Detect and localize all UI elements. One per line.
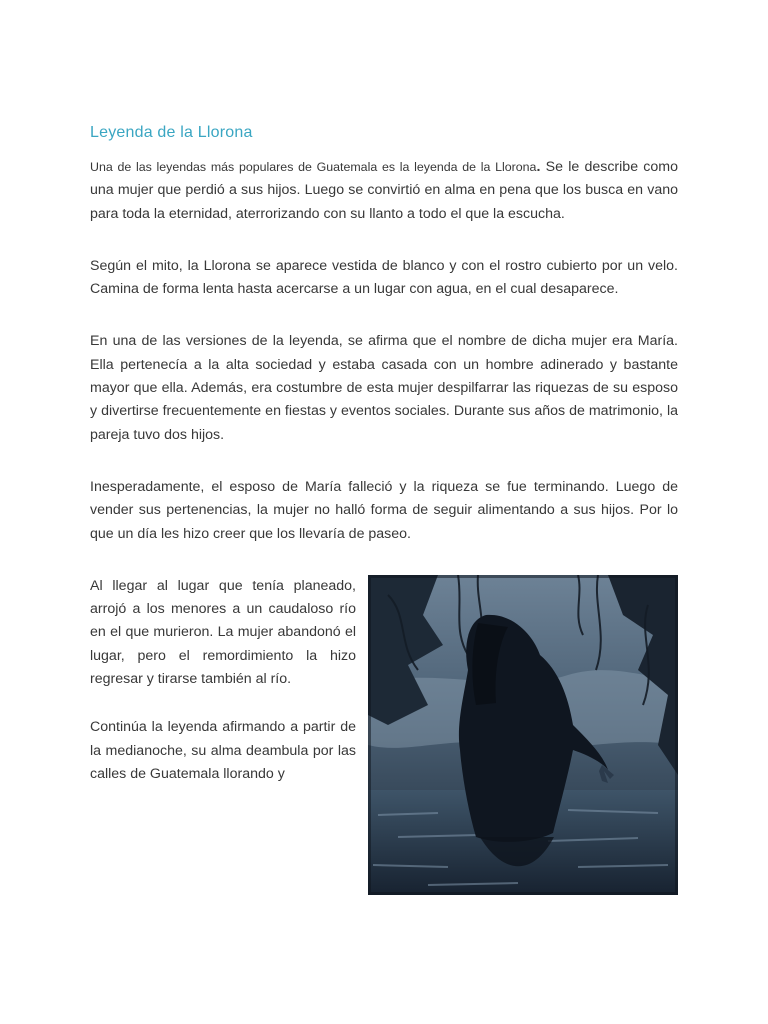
side-text-column [90,575,356,786]
document-page [90,124,678,811]
intro-lead: Una de las leyendas más populares de Guatemala es la leyenda de la Llorona [90,160,537,174]
llorona-illustration [368,575,678,895]
paragraph-husband-death: Inesperadamente, el esposo de María falleció y la riqueza se fue terminando. Luego de vender sus pertenencias, la mujer no halló forma de seguir alimentando a sus hijos. Por lo que un día les hizo creer que los llevaría de paseo. [90,478,678,542]
paragraph-midnight: Continúa la leyenda afirmando a partir de la medianoche, su alma deambula por las calles de Guatemala llorando y [90,719,356,782]
document-title: Leyenda de la Llorona [90,124,253,141]
llorona-image [368,575,678,895]
text-image-section [90,575,678,786]
intro-continuation: Se le describe como una mujer que perdió a sus hijos. Luego se convirtió en alma en pena que los busca en vano para toda la eternidad, aterrorizando con su llanto a todo el que la escucha. [90,159,679,222]
intro-paragraph [90,156,678,226]
intro-period: . [536,159,541,175]
paragraph-maria: En una de las versiones de la leyenda, se afirma que el nombre de dicha mujer era María. Ella pertenecía a la alta sociedad y estaba casada con un hombre adinerado y bastante mayor que ella. Además, era costumbre de esta mujer despilfarrar las riquezas de su esposo y divertirse frecuentemente en fiestas y eventos sociales. Durante sus años de matrimonio, la pareja tuvo dos hijos. [90,333,678,443]
paragraph-appearance: Según el mito, la Llorona se aparece vestida de blanco y con el rostro cubierto por un velo. Camina de forma lenta hasta acercarse a un lugar con agua, en el cual desaparece. [90,257,678,298]
paragraph-river: Al llegar al lugar que tenía planeado, arrojó a los menores a un caudaloso río en el que murieron. La mujer abandonó el lugar, pero el remordimiento la hizo regresar y tirarse también al río. [90,577,356,688]
